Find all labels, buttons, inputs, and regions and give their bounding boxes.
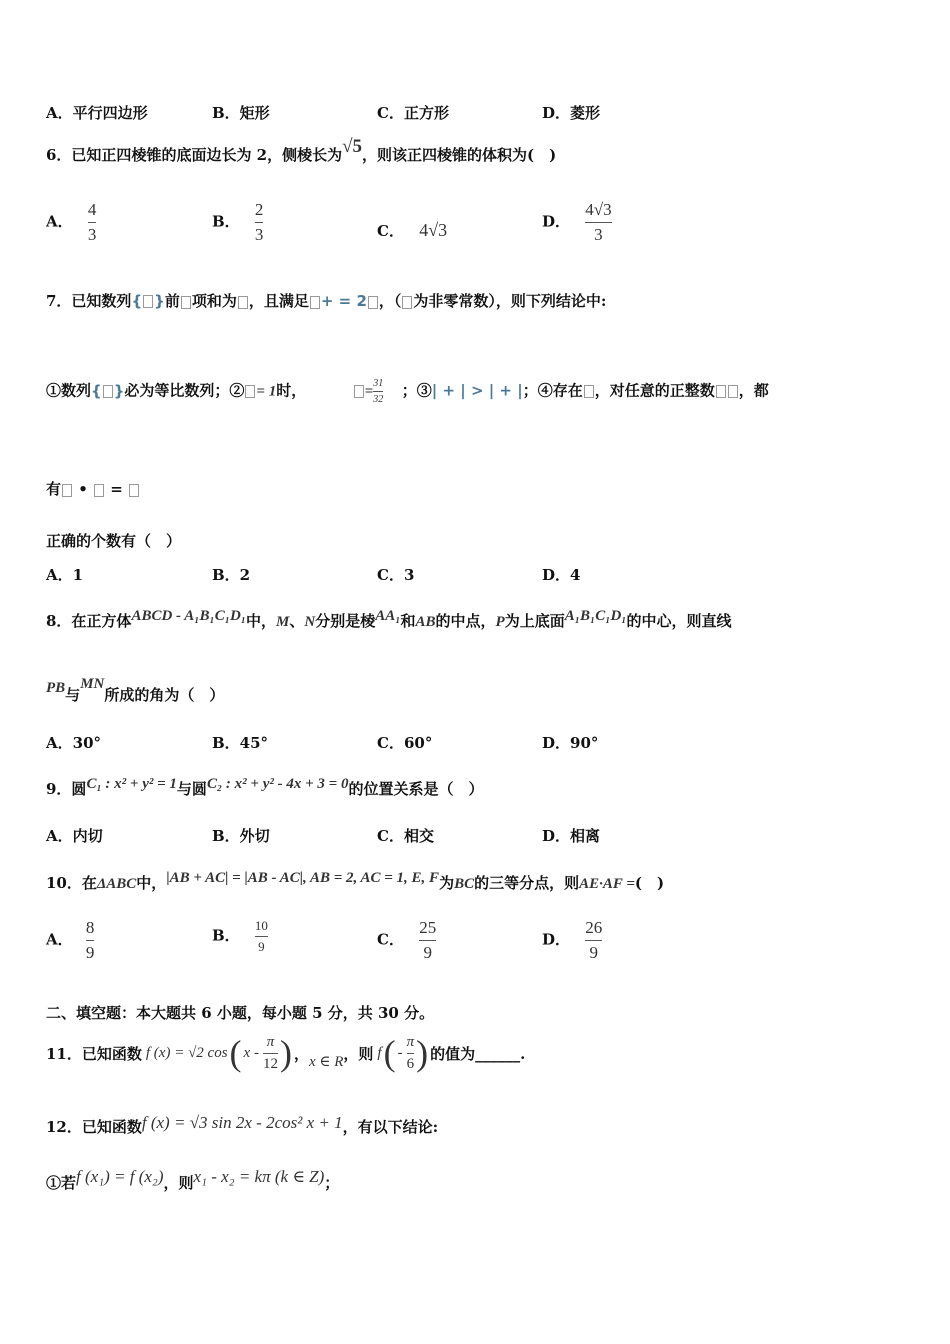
q7-item4-cont: 有 • = bbox=[46, 478, 910, 499]
q10-option-b: B． $\frac{10}{9}$ bbox=[212, 918, 268, 954]
q6-math1: √5 bbox=[342, 136, 363, 157]
q8-stem: 8．在正方体ABCD - A₁B₁C₁D₁中，M、N分别是棱AA₁和AB的中点，P为上底面A₁B₁C₁D₁的中心，则直线 bbox=[46, 608, 732, 630]
q8-option-a: A．30° bbox=[46, 734, 102, 752]
q7-option-d: D．4 bbox=[542, 566, 581, 584]
q5-option-d: D．菱形 bbox=[542, 104, 601, 122]
q7-option-a: A．1 bbox=[46, 566, 84, 584]
q9-option-d: D．相离 bbox=[542, 827, 601, 845]
q5-option-c: C．正方形 bbox=[377, 104, 449, 122]
q10-stem: 10．在ΔABC中，|AB + AC| = |AB - AC|, AB = 2, AC = 1, E, F为BC的三等分点，则AE·AF =( ) bbox=[46, 870, 665, 892]
q9-stem: 9．圆C₁ : x² + y² = 1与圆C₂ : x² + y² - 4x + 3 = 0的位置关系是（ ） bbox=[46, 776, 484, 798]
q10-option-d: D． $\frac{26}{9}$ bbox=[542, 918, 603, 962]
q12-item1: ①若f (x₁) = f (x₂)，则x₁ - x₂ = kπ (k ∈ Z)； bbox=[46, 1167, 340, 1192]
q7-eq-main: + = 2 bbox=[320, 292, 367, 310]
q6-option-b: B． $\frac{2}{3}$ bbox=[212, 200, 264, 244]
q10-option-a: A． $\frac{8}{9}$ bbox=[46, 918, 95, 962]
q9-option-b: B．外切 bbox=[212, 827, 270, 845]
q8-option-b: B．45° bbox=[212, 734, 269, 752]
q9-option-a: A．内切 bbox=[46, 827, 103, 845]
section-2-heading: 二、填空题：本大题共 6 小题，每小题 5 分，共 30 分。 bbox=[46, 1004, 435, 1022]
q10-option-c: C． $\frac{25}{9}$ bbox=[377, 918, 437, 962]
q7-option-b: B．2 bbox=[212, 566, 251, 584]
q8-stem-cont: PB与MN所成的角为（ ） bbox=[46, 676, 225, 704]
q7-items: ①数列{ }必为等比数列；② = 1时， = $\frac{31}{32}$ ；③| + | > | + |；④存在 ，对任意的正整数 ，都 bbox=[46, 378, 769, 405]
q7-option-c: C．3 bbox=[377, 566, 415, 584]
q6-option-c: C． 4√3 bbox=[377, 220, 448, 240]
q8-option-c: C．60° bbox=[377, 734, 433, 752]
q8-option-d: D．90° bbox=[542, 734, 599, 752]
q7-prompt: 正确的个数有（ ） bbox=[46, 532, 182, 550]
q6-text2: ，则该正四棱锥的体积为( ) bbox=[362, 146, 557, 164]
q6-option-d: D． $\frac{4√3}{3}$ bbox=[542, 200, 612, 244]
q5-option-b: B．矩形 bbox=[212, 104, 270, 122]
q12-stem: 12．已知函数f (x) = √3 sin 2x - 2cos² x + 1，有以下结论: bbox=[46, 1113, 439, 1136]
q5-option-a: A．平行四边形 bbox=[46, 104, 148, 122]
q6-stem bbox=[46, 136, 910, 166]
q9-option-c: C．相交 bbox=[377, 827, 434, 845]
q6-option-a: A． $\frac{4}{3}$ bbox=[46, 200, 97, 244]
q11-stem: 11．已知函数 f (x) = √2 cos ( x - $\frac{\pi}{12}$ ) ， x ∈ R ，则 f ( - $\frac{\pi}{6}$ ) 的值为______. bbox=[46, 1033, 526, 1073]
q6-text1: 6．已知正四棱锥的底面边长为 2，侧棱长为 bbox=[46, 146, 343, 164]
q7-stem: 7．已知数列{ }前 项和为 ，且满足 + = 2 ，（ 为非零常数），则下列结论中: bbox=[46, 292, 607, 310]
